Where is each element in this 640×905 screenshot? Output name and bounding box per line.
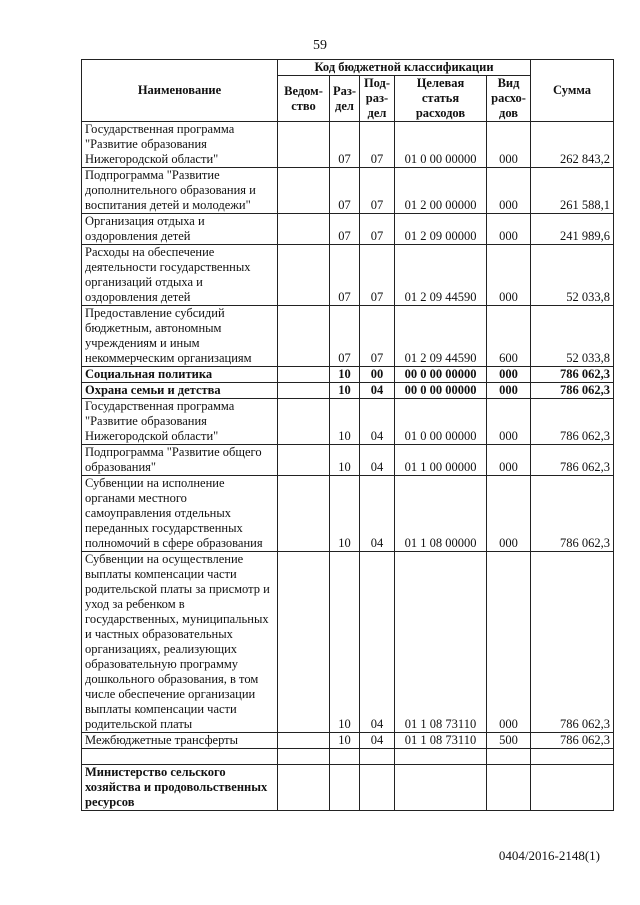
cell-name: Государственная программа "Развитие образования Нижегородской области" — [82, 399, 278, 445]
cell-celevaya-statya: 00 0 00 00000 — [395, 383, 487, 399]
header-razdel: Раз-дел — [330, 76, 360, 122]
cell-summa: 786 062,3 — [531, 733, 614, 749]
cell-razdel: 10 — [330, 476, 360, 552]
cell-vedomstvo — [278, 399, 330, 445]
cell-razdel: 10 — [330, 367, 360, 383]
table-body — [82, 122, 614, 811]
cell-podrazdel: 04 — [360, 383, 395, 399]
cell-podrazdel: 04 — [360, 552, 395, 733]
table-row — [82, 214, 614, 245]
cell-summa: 786 062,3 — [531, 399, 614, 445]
cell-celevaya-statya: 01 1 00 00000 — [395, 445, 487, 476]
cell-summa: 786 062,3 — [531, 367, 614, 383]
header-name: Наименование — [82, 60, 278, 122]
cell-vid-raskhodov: 600 — [487, 306, 531, 367]
table-row — [82, 399, 614, 445]
cell-vedomstvo — [278, 749, 330, 765]
cell-vid-raskhodov: 000 — [487, 445, 531, 476]
cell-summa: 786 062,3 — [531, 445, 614, 476]
cell-vedomstvo — [278, 214, 330, 245]
header-row-group — [82, 60, 614, 76]
cell-vid-raskhodov — [487, 765, 531, 811]
cell-vid-raskhodov: 500 — [487, 733, 531, 749]
cell-celevaya-statya — [395, 749, 487, 765]
cell-name: Подпрограмма "Развитие общего образования" — [82, 445, 278, 476]
cell-vedomstvo — [278, 383, 330, 399]
cell-vid-raskhodov — [487, 749, 531, 765]
cell-razdel — [330, 749, 360, 765]
cell-celevaya-statya: 01 2 09 44590 — [395, 306, 487, 367]
cell-summa: 261 588,1 — [531, 168, 614, 214]
cell-vedomstvo — [278, 122, 330, 168]
cell-celevaya-statya: 01 2 00 00000 — [395, 168, 487, 214]
cell-razdel — [330, 765, 360, 811]
table-row — [82, 476, 614, 552]
cell-vedomstvo — [278, 733, 330, 749]
table-row — [82, 765, 614, 811]
header-vid-raskhodov: Вид расхо-дов — [487, 76, 531, 122]
table-row — [82, 383, 614, 399]
cell-vid-raskhodov: 000 — [487, 122, 531, 168]
cell-summa: 786 062,3 — [531, 383, 614, 399]
cell-vedomstvo — [278, 306, 330, 367]
header-classification-group: Код бюджетной классификации — [278, 60, 531, 76]
page-number: 59 — [313, 38, 327, 53]
cell-name: Субвенции на исполнение органами местного самоуправления отдельных переданных государственных полномочий в сфере образования — [82, 476, 278, 552]
cell-vid-raskhodov: 000 — [487, 214, 531, 245]
cell-razdel: 10 — [330, 733, 360, 749]
cell-razdel: 07 — [330, 245, 360, 306]
cell-razdel: 10 — [330, 399, 360, 445]
cell-celevaya-statya: 01 2 09 44590 — [395, 245, 487, 306]
table-row — [82, 445, 614, 476]
cell-vid-raskhodov: 000 — [487, 383, 531, 399]
cell-podrazdel: 04 — [360, 445, 395, 476]
cell-summa — [531, 765, 614, 811]
cell-summa: 262 843,2 — [531, 122, 614, 168]
cell-razdel: 10 — [330, 383, 360, 399]
cell-vedomstvo — [278, 168, 330, 214]
header-vedomstvo: Ведом-ство — [278, 76, 330, 122]
table-row — [82, 306, 614, 367]
cell-name — [82, 749, 278, 765]
cell-celevaya-statya: 01 1 08 00000 — [395, 476, 487, 552]
cell-summa: 786 062,3 — [531, 552, 614, 733]
cell-name: Министерство сельского хозяйства и продовольственных ресурсов — [82, 765, 278, 811]
cell-name: Предоставление субсидий бюджетным, автономным учреждениям и иным некоммерческим организациям — [82, 306, 278, 367]
cell-celevaya-statya: 01 1 08 73110 — [395, 733, 487, 749]
table-row — [82, 122, 614, 168]
cell-celevaya-statya: 01 0 00 00000 — [395, 122, 487, 168]
cell-podrazdel: 07 — [360, 122, 395, 168]
cell-celevaya-statya — [395, 765, 487, 811]
table-row — [82, 733, 614, 749]
cell-summa: 52 033,8 — [531, 245, 614, 306]
cell-vedomstvo — [278, 445, 330, 476]
cell-summa: 786 062,3 — [531, 476, 614, 552]
cell-name: Организация отдыха и оздоровления детей — [82, 214, 278, 245]
cell-podrazdel — [360, 749, 395, 765]
cell-razdel: 07 — [330, 214, 360, 245]
document-code: 0404/2016-2148(1) — [498, 848, 600, 863]
cell-podrazdel: 07 — [360, 245, 395, 306]
cell-podrazdel: 07 — [360, 306, 395, 367]
cell-vid-raskhodov: 000 — [487, 552, 531, 733]
table-row — [82, 245, 614, 306]
budget-table — [81, 59, 614, 811]
table-row — [82, 552, 614, 733]
table-row — [82, 367, 614, 383]
cell-celevaya-statya: 01 0 00 00000 — [395, 399, 487, 445]
cell-vedomstvo — [278, 367, 330, 383]
cell-podrazdel: 04 — [360, 733, 395, 749]
cell-name: Государственная программа "Развитие образования Нижегородской области" — [82, 122, 278, 168]
cell-vedomstvo — [278, 765, 330, 811]
cell-vid-raskhodov: 000 — [487, 245, 531, 306]
cell-vid-raskhodov: 000 — [487, 168, 531, 214]
cell-podrazdel: 04 — [360, 476, 395, 552]
cell-name: Подпрограмма "Развитие дополнительного образования и воспитания детей и молодежи" — [82, 168, 278, 214]
table-row — [82, 168, 614, 214]
cell-razdel: 07 — [330, 168, 360, 214]
cell-vid-raskhodov: 000 — [487, 367, 531, 383]
cell-podrazdel — [360, 765, 395, 811]
table-row — [82, 749, 614, 765]
cell-name: Межбюджетные трансферты — [82, 733, 278, 749]
cell-celevaya-statya: 01 2 09 00000 — [395, 214, 487, 245]
header-celevaya-statya: Целевая статья расходов — [395, 76, 487, 122]
cell-razdel: 10 — [330, 445, 360, 476]
cell-razdel: 07 — [330, 122, 360, 168]
cell-name: Субвенции на осуществление выплаты компенсации части родительской платы за присмотр и уход за ребенком в государственных, муниципальных и частных образовательных организациях, реализующих образовательную программу дошкольного образования, в том числе обеспечение организации выплаты компенсации части родительской платы — [82, 552, 278, 733]
header-summa: Сумма — [531, 60, 614, 122]
cell-name: Социальная политика — [82, 367, 278, 383]
header-podrazdel: Под-раз-дел — [360, 76, 395, 122]
cell-razdel: 07 — [330, 306, 360, 367]
cell-vedomstvo — [278, 245, 330, 306]
cell-vedomstvo — [278, 552, 330, 733]
cell-celevaya-statya: 01 1 08 73110 — [395, 552, 487, 733]
cell-podrazdel: 04 — [360, 399, 395, 445]
cell-vedomstvo — [278, 476, 330, 552]
cell-celevaya-statya: 00 0 00 00000 — [395, 367, 487, 383]
cell-podrazdel: 07 — [360, 168, 395, 214]
cell-name: Расходы на обеспечение деятельности государственных организаций отдыха и оздоровления детей — [82, 245, 278, 306]
cell-summa: 241 989,6 — [531, 214, 614, 245]
cell-vid-raskhodov: 000 — [487, 476, 531, 552]
cell-summa — [531, 749, 614, 765]
cell-vid-raskhodov: 000 — [487, 399, 531, 445]
cell-razdel: 10 — [330, 552, 360, 733]
cell-name: Охрана семьи и детства — [82, 383, 278, 399]
cell-podrazdel: 00 — [360, 367, 395, 383]
cell-podrazdel: 07 — [360, 214, 395, 245]
cell-summa: 52 033,8 — [531, 306, 614, 367]
